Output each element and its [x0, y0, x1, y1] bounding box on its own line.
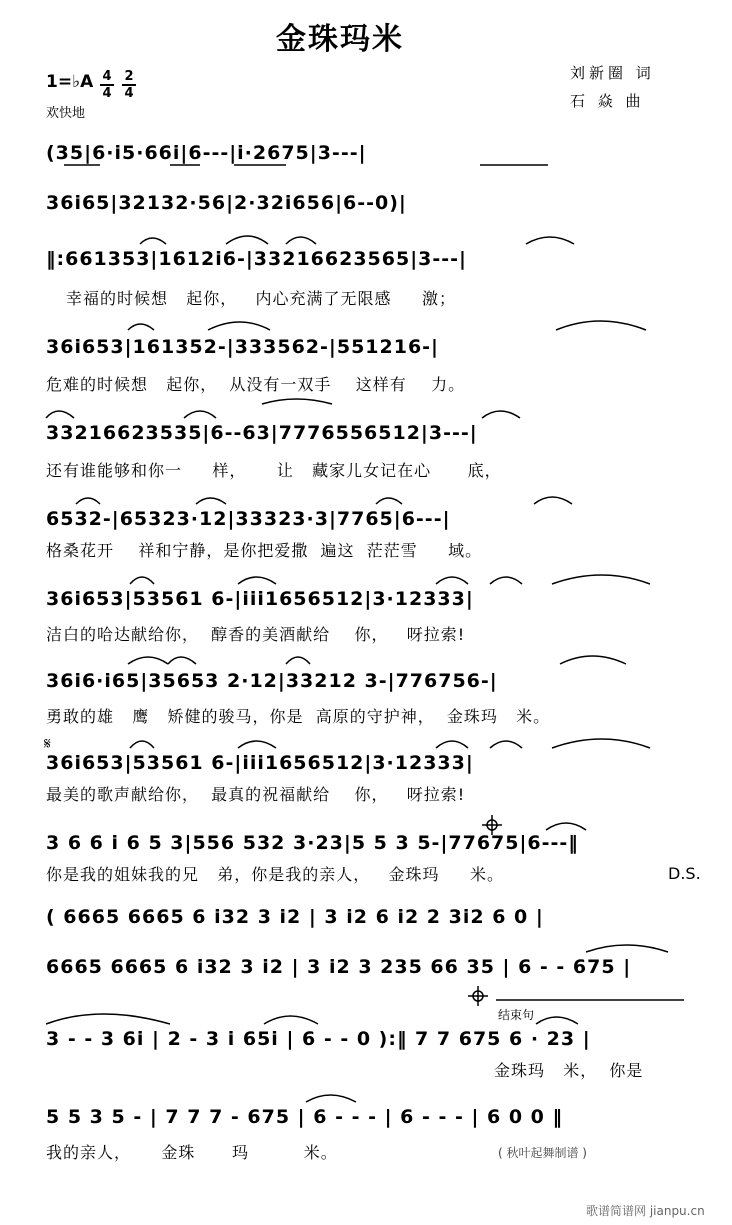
- time1-denominator: 4: [102, 86, 112, 101]
- notation-line-9: 36i653|53561 6-|iii1656512|3·12333|: [46, 752, 474, 774]
- coda-label: 结束句: [498, 1008, 535, 1022]
- notation-line-10: 3 6 6 i 6 5 3|556 532 3·23|5 5 3 5-|77675|6---‖: [46, 832, 579, 854]
- notation-line-11: ( 6665 6665 6 i32 3 i2 | 3 i2 6 i2 2 3i2 6 0 |: [46, 906, 544, 928]
- time2-numerator: 2: [124, 69, 134, 84]
- dal-segno-mark: D.S.: [668, 864, 701, 883]
- transcriber-credit: ( 秋叶起舞制谱 ): [498, 1146, 587, 1160]
- notation-line-14: 5 5 3 5 - | 7 7 7 - 675 | 6 - - - | 6 - - - | 6 0 0 ‖: [46, 1106, 564, 1128]
- tempo-marking: 欢快地: [46, 106, 86, 121]
- notation-line-2: 36i65|32132·56|2·32i656|6--0)|: [46, 192, 407, 214]
- lyrics-line-4: 危难的时候想 起你， 从没有一双手 这样有 力。: [46, 375, 466, 394]
- lyrics-line-9: 最美的歌声献给你， 最真的祝福献给 你， 呀拉索!: [46, 785, 466, 804]
- notation-line-1: (35|6·i5·66i|6---|i·2675|3---|: [46, 142, 367, 164]
- lyrics-line-7: 洁白的哈达献给你， 醇香的美酒献给 你， 呀拉索!: [46, 625, 466, 644]
- lyricist-credit: 刘新圈 词: [570, 64, 655, 82]
- segno-sign: 𝄋: [44, 734, 51, 753]
- notation-line-4: 36i653|161352-|333562-|551216-|: [46, 336, 439, 358]
- lyrics-line-8: 勇敢的雄 鹰 矫健的骏马，你是 高原的守护神， 金珠玛 米。: [46, 707, 551, 726]
- notation-line-7: 36i653|53561 6-|iii1656512|3·12333|: [46, 588, 474, 610]
- time2-denominator: 4: [124, 86, 134, 101]
- time1-numerator: 4: [102, 69, 112, 84]
- notation-line-13: 3 - - 3 6i | 2 - 3 i 65i | 6 - - 0 ):‖ 7 7 675 6 · 23 |: [46, 1028, 591, 1050]
- composer-credit: 石 焱 曲: [570, 92, 645, 110]
- key-signature: 1=♭A: [46, 72, 94, 92]
- notation-line-8: 36i6·i65|35653 2·12|33212 3-|776756-|: [46, 670, 498, 692]
- site-watermark: 歌谱简谱网 jianpu.cn: [586, 1204, 705, 1218]
- notation-line-5: 33216623535|6--63|7776556512|3---|: [46, 422, 478, 444]
- notation-line-6: 6532-|65323·12|33323·3|7765|6---|: [46, 508, 451, 530]
- page-title: 金珠玛米: [276, 22, 404, 57]
- notation-line-12: 6665 6665 6 i32 3 i2 | 3 i2 3 235 66 35 | 6 - - 675 |: [46, 956, 632, 978]
- lyrics-line-14: 我的亲人， 金珠 玛 米。: [46, 1143, 338, 1162]
- lyrics-line-6: 格桑花开 祥和宁静，是你把爱撒 遍这 茫茫雪 域。: [46, 541, 483, 560]
- lyrics-line-3: 幸福的时候想 起你， 内心充满了无限感 激；: [66, 289, 456, 308]
- lyrics-line-10: 你是我的姐妹我的兄 弟，你是我的亲人， 金珠玛 米。: [46, 865, 504, 884]
- lyrics-line-5: 还有谁能够和你一 样， 让 藏家儿女记在心 底，: [46, 461, 502, 480]
- notation-line-3: ‖:661353|1612i6-|33216623565|3---|: [46, 248, 467, 270]
- lyrics-line-13: 金珠玛 米， 你是: [494, 1061, 644, 1080]
